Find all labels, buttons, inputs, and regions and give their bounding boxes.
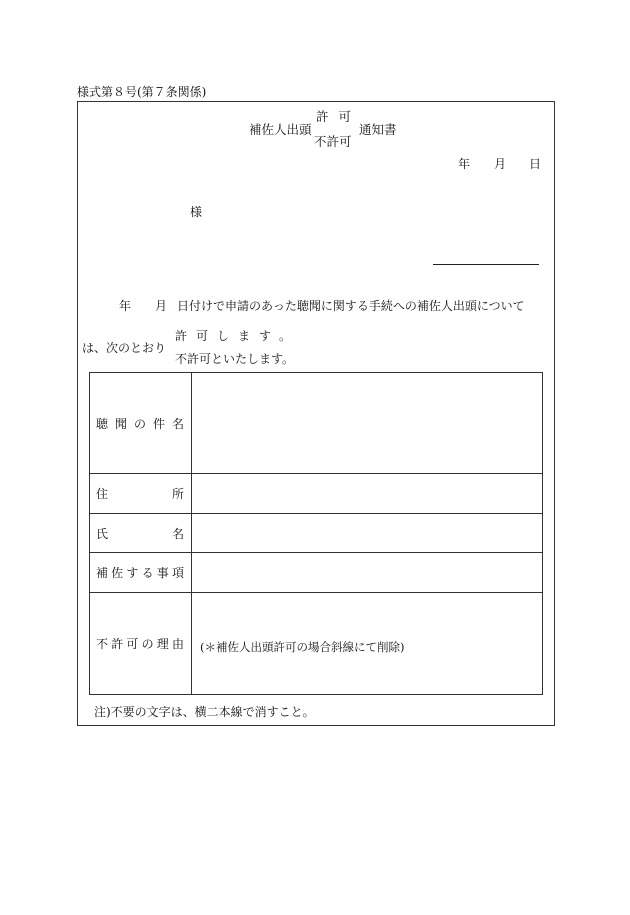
details-table xyxy=(89,372,543,695)
row-value-cell xyxy=(192,514,543,553)
date-month-label: 月 xyxy=(494,157,507,171)
footer-note: 注)不要の文字は、横二本線で消すこと。 xyxy=(94,705,315,719)
form-number-label: 様式第８号(第７条関係) xyxy=(77,85,207,99)
table-row xyxy=(90,373,543,474)
row-label: 住 所 xyxy=(96,487,184,501)
row-value-cell xyxy=(192,593,543,695)
row-value-cell xyxy=(192,553,543,593)
title-suffix: 通知書 xyxy=(359,122,397,137)
row-label: 氏 名 xyxy=(96,526,184,541)
title-option-deny: 不許可 xyxy=(314,134,352,149)
table-row xyxy=(90,593,543,695)
addressee-suffix: 様 xyxy=(190,205,203,219)
table-row xyxy=(90,553,543,593)
table-row xyxy=(90,474,543,514)
table-row xyxy=(90,514,543,553)
row-label-cell xyxy=(90,474,192,514)
body-option-deny: 不許可といたします。 xyxy=(175,352,295,366)
signature-line xyxy=(433,264,539,265)
date-day-label: 日 xyxy=(529,157,542,171)
title-option-permit: 許可 xyxy=(316,109,362,124)
row-label-cell xyxy=(90,514,192,553)
row-label: 聴 聞 の 件 名 xyxy=(96,416,184,431)
row-label-cell xyxy=(90,553,192,593)
row-label-cell xyxy=(90,373,192,474)
date-year-label: 年 xyxy=(458,157,471,171)
body-month-label: 月 xyxy=(155,299,168,313)
row-value-cell xyxy=(192,373,543,474)
body-continuation: は、次のとおり xyxy=(82,341,167,355)
reason-note: (＊補佐人出頭許可の場合斜線にて削除) xyxy=(200,639,405,654)
body-option-permit: 許可します。 xyxy=(175,329,301,343)
body-text: 日付けで申請のあった聴聞に関する手続への補佐人出頭について xyxy=(177,299,525,313)
row-label: 補 佐 す る 事 項 xyxy=(96,566,184,580)
title-prefix: 補佐人出頭 xyxy=(249,122,312,137)
row-label: 不 許 可 の 理 由 xyxy=(96,637,184,651)
row-value-cell xyxy=(192,474,543,514)
row-label-cell xyxy=(90,593,192,695)
body-year-label: 年 xyxy=(119,299,132,313)
